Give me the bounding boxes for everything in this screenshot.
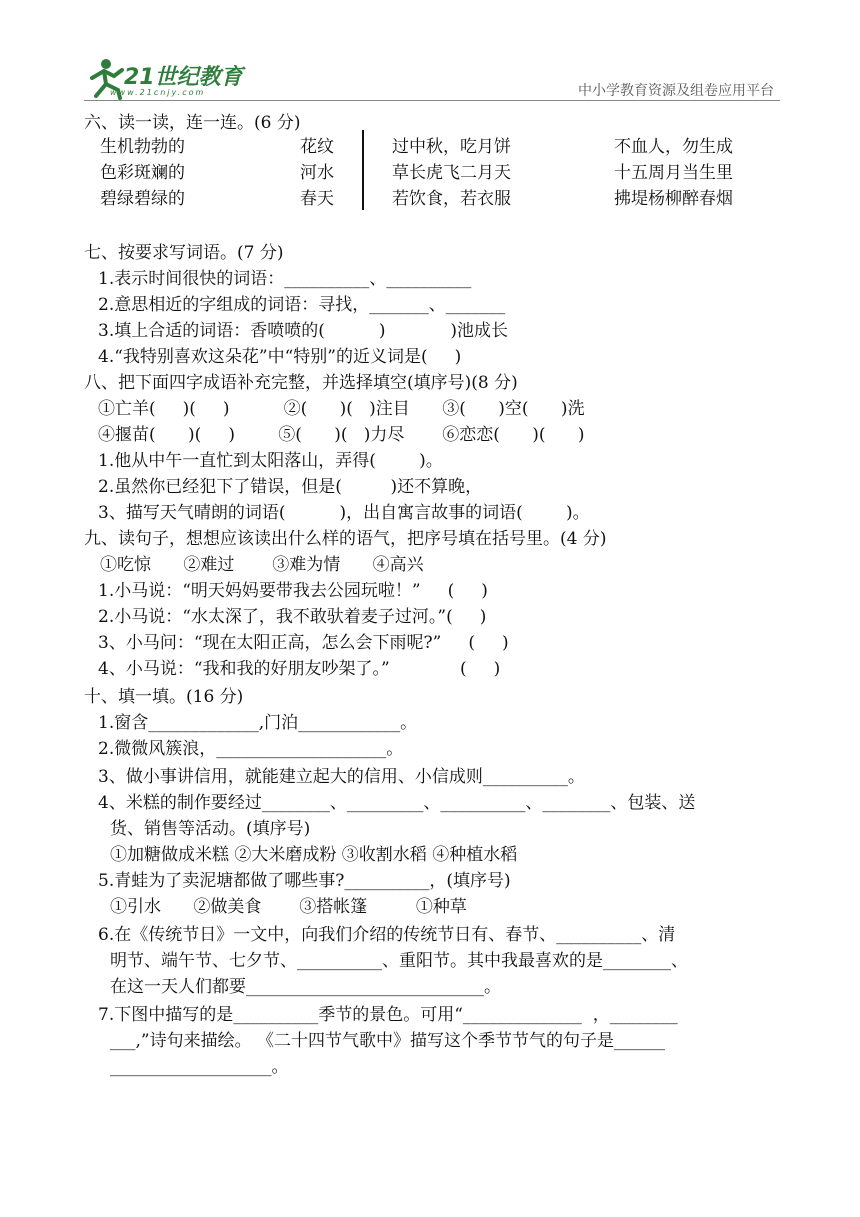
section-10-title: 十、填一填。(16 分) [84, 687, 244, 707]
s10-line-4: 4、米糕的制作要经过________、_________、__________、________、包装、送 [98, 793, 696, 813]
s9-line-2: 2.小马说：“水太深了，我不敢驮着麦子过河。”( ) [98, 607, 487, 627]
s10-line-2: 2.微微风簇浪，____________________。 [98, 739, 404, 759]
s10-line-1: 1.窗含_____________,门泊____________。 [98, 713, 418, 733]
site-tagline: 中小学教育资源及组卷应用平台 [578, 83, 774, 99]
s6-left-b-0: 花纹 [300, 137, 334, 157]
s6-right-b-0: 不血人，勿生成 [614, 137, 733, 157]
s7-line-1: 1.表示时间很快的词语：__________、__________ [98, 269, 472, 289]
s7-line-4: 4.“我特别喜欢这朵花”中“特别”的近义词是( ) [98, 347, 462, 367]
s6-right-a-1: 草长虎飞二月天 [392, 163, 511, 183]
s10-line-7: 7.下图中描写的是__________季节的景色。可用“______________ ，________ [98, 1005, 678, 1025]
s9-line-4: 4、小马说：“我和我的好朋友吵架了。” ( ) [98, 659, 501, 679]
header-divider [84, 100, 780, 101]
s10-line-6: 6.在《传统节日》一文中，向我们介绍的传统节日有、春节、__________、清 [98, 925, 676, 945]
s10-line-4-cont: 货、销售等活动。(填序号) [110, 819, 311, 839]
logo-text: 21世纪教育 [124, 65, 243, 90]
section-7-title: 七、按要求写词语。(7 分) [84, 243, 284, 263]
s10-line-5: 5.青蛙为了卖泥塘都做了哪些事?__________，(填序号) [98, 871, 511, 891]
s6-left-a-1: 色彩斑斓的 [100, 163, 185, 183]
s10-line-3: 3、做小事讲信用，就能建立起大的信用、小信成则__________。 [98, 767, 585, 787]
s6-divider [362, 130, 364, 210]
s10-line-5-options: ①引水 ②做美食 ③搭帐篷 ①种草 [110, 897, 467, 917]
section-8-title: 八、把下面四字成语补充完整，并选择填空(填序号)(8 分) [84, 373, 518, 393]
s8-line-3: 3、描写天气晴朗的词语( )，出自寓言故事的词语( )。 [98, 503, 590, 523]
s6-right-b-1: 十五周月当生里 [614, 163, 733, 183]
s9-options: ①吃惊 ②难过 ③难为情 ④高兴 [100, 555, 424, 575]
s8-idiom-row-2: ④揠苗( )( ) ⑤( )( )力尽 ⑥恋恋( )( ) [98, 425, 585, 445]
s10-line-7-cont-2: ___________________。 [110, 1057, 289, 1077]
s10-line-6-cont: 明节、端午节、七夕节、__________、重阳节。其中我最喜欢的是________、 [110, 951, 688, 971]
section-9-title: 九、读句子，想想应该读出什么样的语气，把序号填在括号里。(4 分) [84, 529, 607, 549]
s7-line-2: 2.意思相近的字组成的词语：寻找，_______、_______ [98, 295, 506, 315]
s7-line-3: 3.填上合适的词语：香喷喷的( ) )池成长 [98, 321, 508, 341]
s6-right-a-2: 若饮食，若衣服 [392, 189, 511, 209]
s6-right-a-0: 过中秋，吃月饼 [392, 137, 511, 157]
s6-left-b-2: 春天 [300, 189, 334, 209]
logo-url: www.21cnjy.com [110, 88, 206, 97]
s6-left-a-0: 生机勃勃的 [100, 137, 185, 157]
s6-left-b-1: 河水 [300, 163, 334, 183]
s10-line-7-cont: ___,”诗句来描绘。 《二十四节气歌中》描写这个季节节气的句子是______ [110, 1031, 665, 1051]
s10-line-6-cont-2: 在这一天人们都要____________________________。 [110, 977, 501, 997]
s8-line-2: 2.虽然你已经犯下了错误，但是( )还不算晚， [98, 477, 483, 497]
s8-line-1: 1.他从中午一直忙到太阳落山，弄得( )。 [98, 451, 443, 471]
s8-idiom-row-1: ①亡羊( )( ) ②( )( )注目 ③( )空( )洗 [98, 399, 585, 419]
section-6-title: 六、读一读，连一连。(6 分) [84, 113, 301, 133]
s9-line-1: 1.小马说：“明天妈妈要带我去公园玩啦！” ( ) [98, 581, 488, 601]
s6-left-a-2: 碧绿碧绿的 [100, 189, 185, 209]
s9-line-3: 3、小马问：“现在太阳正高，怎么会下雨呢?” ( ) [98, 633, 509, 653]
s10-line-4-options: ①加糖做成米糕 ②大米磨成粉 ③收割水稻 ④种植水稻 [110, 845, 518, 865]
s6-right-b-2: 拂堤杨柳醉春烟 [614, 189, 733, 209]
